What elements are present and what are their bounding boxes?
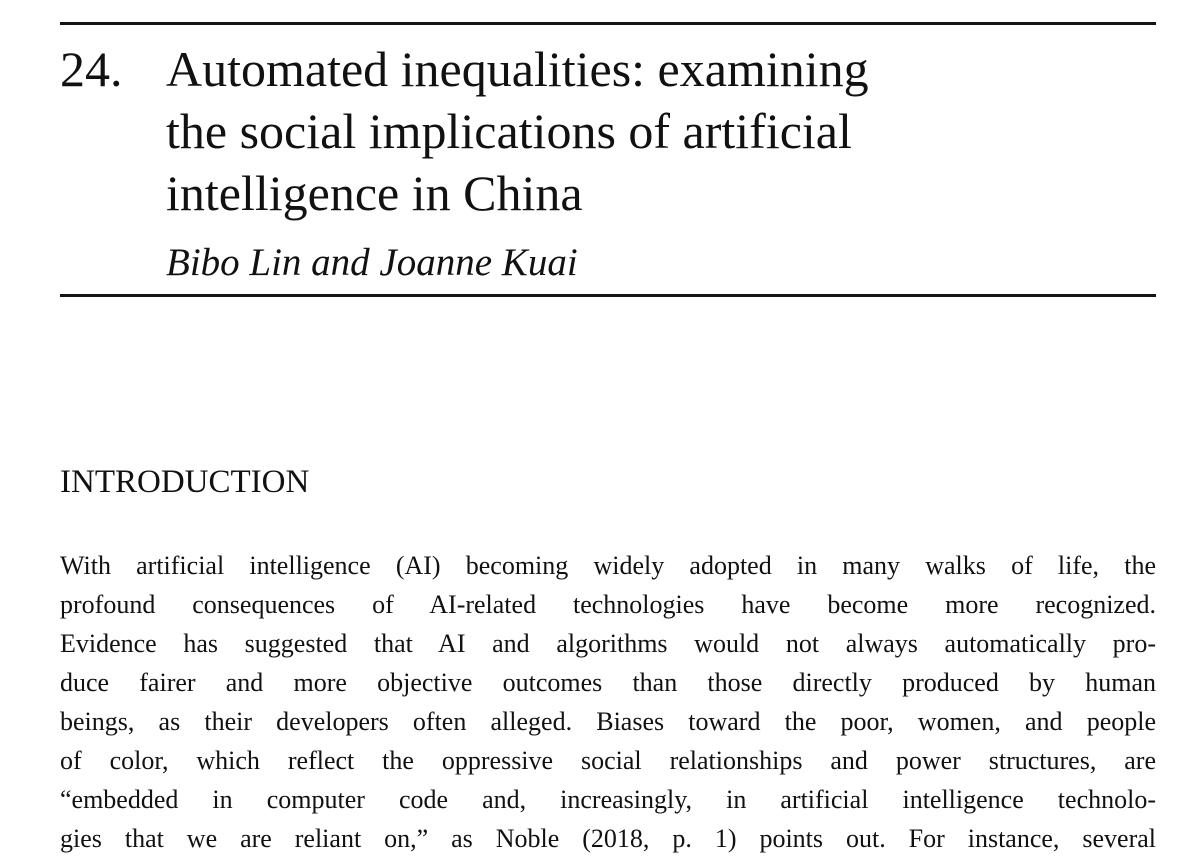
paragraph-line: With artificial intelligence (AI) becoming widely adopted in many walks of life, the (60, 551, 1156, 580)
chapter-authors: Bibo Lin and Joanne Kuai (166, 241, 578, 284)
bottom-rule (60, 294, 1156, 297)
paragraph-line: “embedded in computer code and, increasingly, in artificial intelligence technolo- (60, 785, 1156, 814)
paragraph-line: Evidence has suggested that AI and algorithms would not always automatically pro- (60, 629, 1156, 658)
paragraph-line: profound consequences of AI-related technologies have become more recognized. (60, 590, 1156, 619)
paragraph-line: of color, which reflect the oppressive social relationships and power structures, are (60, 746, 1156, 775)
chapter-title-line: Automated inequalities: examining (166, 41, 869, 97)
chapter-title (166, 38, 869, 224)
body-paragraph (60, 546, 1156, 858)
paragraph-line: beings, as their developers often alleged. Biases toward the poor, women, and people (60, 707, 1156, 736)
paragraph-line: gies that we are reliant on,” as Noble (2018, p. 1) points out. For instance, several (60, 824, 1156, 853)
paragraph-line: duce fairer and more objective outcomes than those directly produced by human (60, 668, 1156, 697)
section-heading: INTRODUCTION (60, 464, 310, 500)
chapter-number: 24. (60, 41, 123, 97)
top-rule (60, 22, 1156, 25)
chapter-title-line: intelligence in China (166, 165, 583, 221)
chapter-title-line: the social implications of artificial (166, 103, 852, 159)
